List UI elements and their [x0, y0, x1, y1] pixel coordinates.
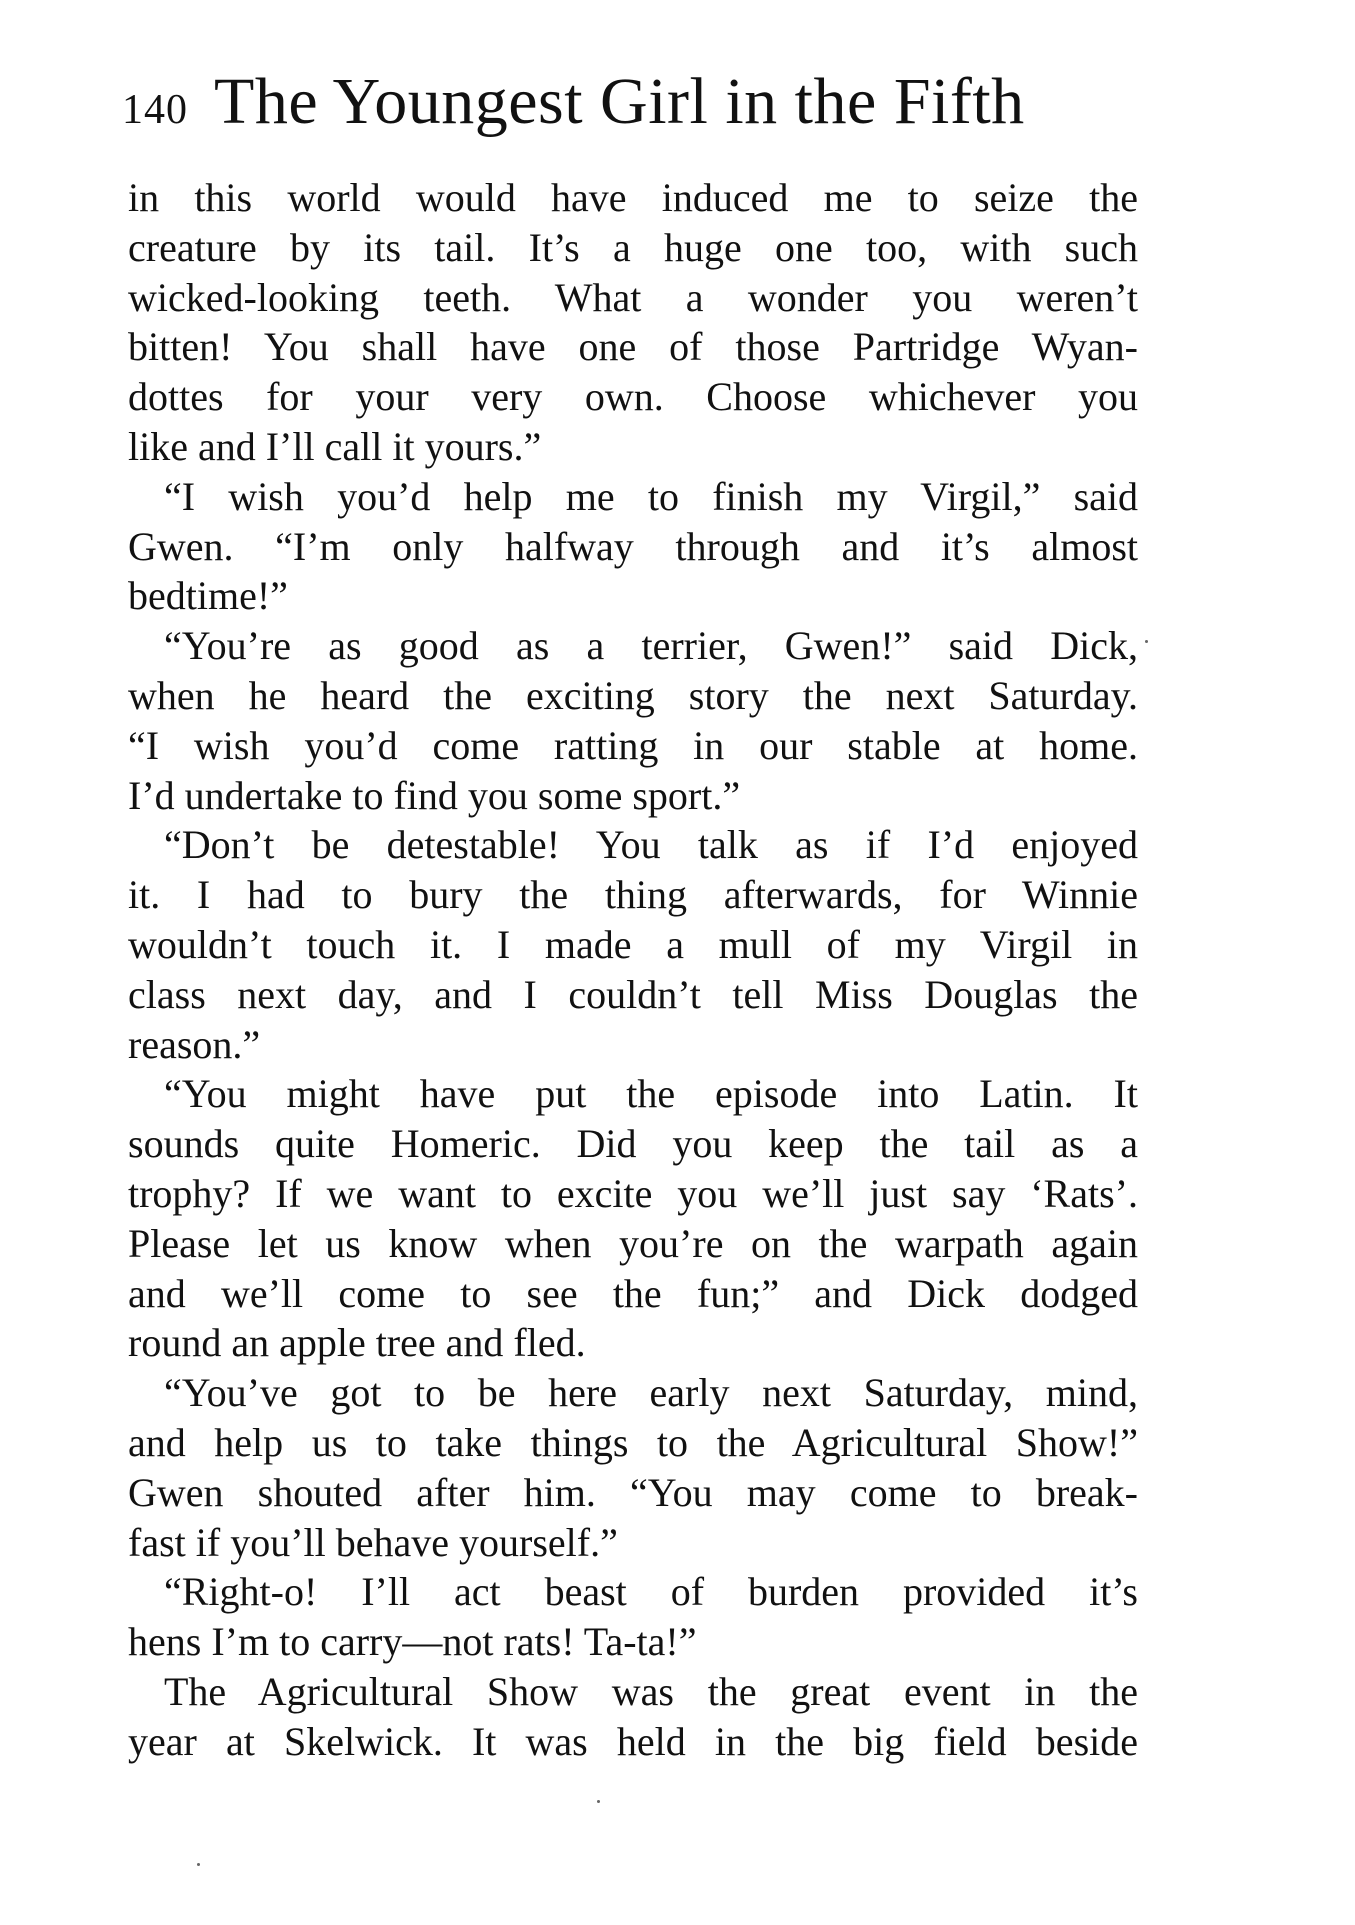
- print-speck: [597, 1800, 600, 1803]
- text-line: in this world would have induced me to seize the: [128, 175, 1138, 220]
- text-line: reason.”: [128, 1021, 261, 1067]
- text-line: “I wish you’d help me to finish my Virgil,” said: [164, 473, 1138, 519]
- text-line: year at Skelwick. It was held in the big field beside: [128, 1718, 1138, 1764]
- text-line: “Right-o! I’ll act beast of burden provided it’s: [164, 1569, 1138, 1615]
- text-line: “You’re as good as a terrier, Gwen!” said Dick,: [164, 623, 1138, 669]
- text-line: wicked-looking teeth. What a wonder you weren’t: [128, 274, 1138, 320]
- text-line: “I wish you’d come ratting in our stable at home.: [128, 722, 1138, 768]
- text-line: Please let us know when you’re on the warpath again: [128, 1220, 1138, 1266]
- text-line: sounds quite Homeric. Did you keep the tail as a: [128, 1121, 1138, 1167]
- text-line: “You might have put the episode into Latin. It: [164, 1071, 1138, 1117]
- text-line: fast if you’ll behave yourself.”: [128, 1519, 618, 1565]
- running-head: [122, 64, 1142, 144]
- text-line: bedtime!”: [128, 573, 288, 619]
- text-line: and help us to take things to the Agricultural Show!”: [128, 1419, 1138, 1465]
- text-line: Gwen shouted after him. “You may come to break-: [128, 1469, 1138, 1515]
- print-speck: [1145, 640, 1148, 643]
- page-number: 140: [122, 87, 188, 133]
- text-line: class next day, and I couldn’t tell Miss Douglas the: [128, 971, 1138, 1017]
- text-line: dottes for your very own. Choose whichever you: [128, 374, 1138, 420]
- text-line: round an apple tree and fled.: [128, 1320, 586, 1366]
- text-line: hens I’m to carry—not rats! Ta-ta!”: [128, 1619, 697, 1665]
- text-line: creature by its tail. It’s a huge one too, with such: [128, 224, 1138, 270]
- body-text: [128, 173, 1138, 1767]
- text-line: trophy? If we want to excite you we’ll just say ‘Rats’.: [128, 1170, 1138, 1216]
- print-speck: [197, 1863, 200, 1866]
- text-line: bitten! You shall have one of those Partridge Wyan-: [128, 324, 1138, 370]
- text-line: wouldn’t touch it. I made a mull of my Virgil in: [128, 921, 1138, 967]
- text-line: “You’ve got to be here early next Saturday, mind,: [164, 1370, 1138, 1416]
- text-line: I’d undertake to find you some sport.”: [128, 772, 741, 818]
- text-line: Gwen. “I’m only halfway through and it’s almost: [128, 523, 1138, 569]
- text-line: and we’ll come to see the fun;” and Dick dodged: [128, 1270, 1138, 1316]
- text-line: “Don’t be detestable! You talk as if I’d enjoyed: [164, 822, 1138, 868]
- text-line: when he heard the exciting story the next Saturday.: [128, 672, 1138, 718]
- text-line: The Agricultural Show was the great event in the: [164, 1668, 1138, 1714]
- book-title: The Youngest Girl in the Fifth: [214, 65, 1025, 138]
- text-line: it. I had to bury the thing afterwards, for Winnie: [128, 872, 1138, 918]
- text-line: like and I’ll call it yours.”: [128, 423, 542, 469]
